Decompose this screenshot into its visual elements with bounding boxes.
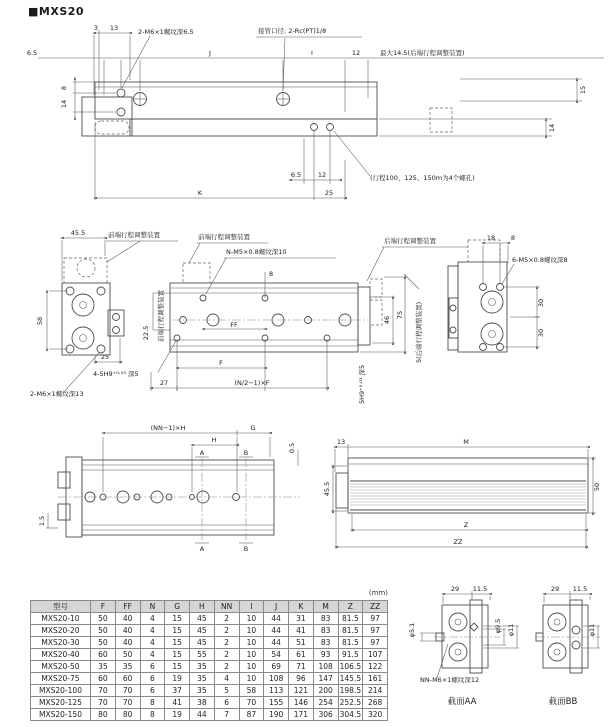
value-cell: 122 <box>363 661 388 673</box>
dim-label: 13 <box>109 24 119 32</box>
value-cell: 4 <box>214 673 239 685</box>
value-cell: 96 <box>289 673 314 685</box>
section-mark: B <box>243 545 249 553</box>
value-cell: 44 <box>264 613 289 625</box>
dim-label: φ11 <box>588 623 596 637</box>
value-cell: 35 <box>190 661 215 673</box>
dim-label: K <box>197 189 203 197</box>
dim-label: 25 <box>324 189 334 197</box>
value-cell: 2 <box>214 613 239 625</box>
dim-label: 30 <box>537 328 545 338</box>
rear-adjuster-label: 后端行程调整装置 <box>384 237 436 245</box>
dim-label: 29 <box>550 585 560 593</box>
value-cell: 2 <box>214 625 239 637</box>
value-cell: 5 <box>214 685 239 697</box>
dim-label: 50 <box>593 482 601 492</box>
front-adjuster-label-vertical: 前端行程调整装置 <box>157 290 165 342</box>
value-cell: 4 <box>140 625 165 637</box>
value-cell: 10 <box>239 637 264 649</box>
right-end-view-drawing <box>448 234 568 352</box>
top-view-drawing <box>27 24 604 200</box>
dim-label: 29 <box>450 585 460 593</box>
thread-note: 6-M5×0.8螺纹深8 <box>512 256 568 264</box>
value-cell: 4 <box>140 649 165 661</box>
column-header: NN <box>214 601 239 613</box>
dim-label: 6.5 <box>26 49 38 57</box>
value-cell: 2 <box>214 661 239 673</box>
dim-label: 46 <box>383 315 391 325</box>
value-cell: 10 <box>239 673 264 685</box>
value-cell: 91.5 <box>338 649 363 661</box>
dim-label: 15 <box>579 85 587 95</box>
value-cell: 15 <box>165 649 190 661</box>
dim-label: 8 <box>269 270 274 278</box>
section-aa-drawing <box>408 585 519 707</box>
value-cell: 146 <box>289 697 314 709</box>
value-cell: 8 <box>140 709 165 721</box>
value-cell: 40 <box>115 613 140 625</box>
model-cell: MXS20-10 <box>31 613 91 625</box>
value-cell: 2 <box>214 637 239 649</box>
section-mark: B <box>243 449 249 457</box>
dim-label: 12 <box>317 171 327 179</box>
dim-label: 25 <box>100 353 110 361</box>
value-cell: 87 <box>239 709 264 721</box>
value-cell: 97 <box>363 625 388 637</box>
value-cell: 58 <box>239 685 264 697</box>
dim-label: 45.5 <box>70 229 86 237</box>
value-cell: 70 <box>91 697 116 709</box>
dim-label: M <box>463 438 469 446</box>
table-row <box>31 637 388 649</box>
dim-label: ZZ <box>453 538 463 546</box>
bottom-view-drawing <box>38 424 300 553</box>
model-cell: MXS20-50 <box>31 661 91 673</box>
value-cell: 60 <box>91 673 116 685</box>
dim-label: 14 <box>548 123 556 133</box>
dim-label: FF <box>230 321 238 329</box>
dim-label: J <box>209 49 211 57</box>
dim-label: I <box>311 49 313 57</box>
value-cell: 2 <box>214 649 239 661</box>
value-cell: 4 <box>140 613 165 625</box>
value-cell: 214 <box>363 685 388 697</box>
dim-label: 14 <box>60 99 68 109</box>
model-cell: MXS20-150 <box>31 709 91 721</box>
value-cell: 107 <box>363 649 388 661</box>
value-cell: 200 <box>313 685 338 697</box>
dim-label: 27 <box>159 379 169 387</box>
value-cell: 97 <box>363 637 388 649</box>
table-row <box>31 709 388 721</box>
value-cell: 83 <box>313 625 338 637</box>
value-cell: 45 <box>190 625 215 637</box>
value-cell: 6 <box>140 661 165 673</box>
section-bb-caption: 截面BB <box>548 697 578 707</box>
spec-table <box>30 600 388 721</box>
model-cell: MXS20-75 <box>31 673 91 685</box>
dim-label: 8 <box>510 234 516 242</box>
dim-label: (N/2−1)×F <box>234 379 270 387</box>
value-cell: 190 <box>264 709 289 721</box>
value-cell: 80 <box>91 709 116 721</box>
thread-note: NN-M6×1螺纹深12 <box>420 676 480 684</box>
value-cell: 93 <box>313 649 338 661</box>
value-cell: 145.5 <box>339 674 362 683</box>
column-header: F <box>91 601 116 613</box>
value-cell: 41 <box>165 697 190 709</box>
dim-label: Z <box>463 521 469 529</box>
column-header: K <box>289 601 314 613</box>
value-cell: 15 <box>165 625 190 637</box>
column-header: M <box>313 601 338 613</box>
port-note: 接管口径: 2-Rc(PT)1/8 <box>258 27 327 35</box>
thread-note: N-M5×0.8螺纹深10 <box>226 248 287 256</box>
value-cell: 40 <box>115 625 140 637</box>
value-cell: 50 <box>115 649 140 661</box>
value-cell: 83 <box>313 613 338 625</box>
max-stroke-note: 最大14.5(后端行程调整装置) <box>380 49 465 57</box>
column-header: Z <box>338 601 363 613</box>
value-cell: 54 <box>264 649 289 661</box>
value-cell: 10 <box>239 649 264 661</box>
section-mark: A <box>199 449 205 457</box>
model-cell: MXS20-40 <box>31 649 91 661</box>
side-view-drawing <box>93 232 468 404</box>
value-cell: 83 <box>313 637 338 649</box>
dim-label: 12 <box>351 49 361 57</box>
thread-note: 2-M6×1螺纹深13 <box>30 390 84 398</box>
dim-label: 45.5 <box>323 481 331 497</box>
model-cell: MXS20-20 <box>31 625 91 637</box>
value-cell: 45 <box>190 637 215 649</box>
column-header: N <box>140 601 165 613</box>
spec-table-container <box>30 600 388 721</box>
value-cell: 31 <box>289 613 314 625</box>
value-cell: 35 <box>91 661 116 673</box>
section-mark: A <box>199 545 205 553</box>
value-cell: 15 <box>165 637 190 649</box>
model-cell: MXS20-30 <box>31 637 91 649</box>
section-bb-drawing <box>536 585 600 707</box>
column-header: FF <box>115 601 140 613</box>
table-row <box>31 673 388 685</box>
dim-label: 18 <box>486 234 496 242</box>
model-cell: MXS20-125 <box>31 697 91 709</box>
value-cell: 40 <box>115 637 140 649</box>
value-cell: 44 <box>264 637 289 649</box>
dim-label: 22.5 <box>142 325 150 341</box>
value-cell: 35 <box>190 673 215 685</box>
value-cell: 35 <box>190 685 215 697</box>
dim-label: 6.5 <box>290 171 302 179</box>
thread-note: 2-M6×1螺纹深6.5 <box>138 28 194 36</box>
table-row <box>31 649 388 661</box>
value-cell: 81.5 <box>338 625 363 637</box>
value-cell: 161 <box>363 673 388 685</box>
dim-label: 8 <box>60 85 68 91</box>
value-cell: 171 <box>289 709 314 721</box>
value-cell: 60 <box>115 673 140 685</box>
value-cell: 15 <box>165 661 190 673</box>
dim-label: 13 <box>336 438 346 446</box>
dim-label: 11.5 <box>572 585 588 593</box>
dim-label: 58 <box>36 316 44 326</box>
value-cell: 35 <box>115 661 140 673</box>
value-cell: 198.5 <box>339 686 362 695</box>
value-cell: 10 <box>239 613 264 625</box>
column-header: ZZ <box>363 601 388 613</box>
section-aa-caption: 截面AA <box>447 697 477 707</box>
value-cell: 155 <box>264 697 289 709</box>
dim-label: φ11 <box>507 623 515 637</box>
column-header: I <box>239 601 264 613</box>
table-row <box>31 685 388 697</box>
spec-table-head-row <box>31 601 388 613</box>
model-cell: MXS20-100 <box>31 685 91 697</box>
value-cell: 121 <box>289 685 314 697</box>
column-header: J <box>264 601 289 613</box>
value-cell: 268 <box>363 697 388 709</box>
value-cell: 113 <box>264 685 289 697</box>
value-cell: 320 <box>363 709 388 721</box>
value-cell: 50 <box>91 613 116 625</box>
value-cell: 81.5 <box>338 637 363 649</box>
value-cell: 69 <box>264 661 289 673</box>
value-cell: 51 <box>289 637 314 649</box>
value-cell: 19 <box>165 709 190 721</box>
front-adjuster-label: 前端行程调整装置 <box>108 231 160 239</box>
value-cell: 106.5 <box>339 662 362 671</box>
value-cell: 61 <box>289 649 314 661</box>
table-row <box>31 697 388 709</box>
dim-label: 11.5 <box>472 585 488 593</box>
table-row <box>31 625 388 637</box>
value-cell: 44 <box>190 709 215 721</box>
bottom-side-view-drawing <box>288 438 601 549</box>
dim-label: φ5.1 <box>408 622 416 638</box>
value-cell: 10 <box>239 625 264 637</box>
value-cell: 97 <box>363 613 388 625</box>
value-cell: 6 <box>140 685 165 697</box>
front-adjuster-label: 前端行程调整装置 <box>198 233 250 241</box>
value-cell: 80 <box>115 709 140 721</box>
stroke-holes-note: (行程100、125、150m为4个螺孔) <box>370 174 475 182</box>
value-cell: 19 <box>165 673 190 685</box>
value-cell: 70 <box>239 697 264 709</box>
value-cell: 304.5 <box>339 710 362 719</box>
value-cell: 15 <box>165 613 190 625</box>
dim-label: 75 <box>396 310 404 320</box>
value-cell: 4 <box>140 637 165 649</box>
dim-label: H <box>211 436 217 444</box>
dim-label: G <box>250 424 256 432</box>
value-cell: 147 <box>313 673 338 685</box>
value-cell: 6 <box>214 697 239 709</box>
value-cell: 45 <box>190 613 215 625</box>
dim-label: φ9.5 <box>494 618 502 634</box>
value-cell: 71 <box>289 661 314 673</box>
value-cell: 41 <box>289 625 314 637</box>
value-cell: 44 <box>264 625 289 637</box>
dim-label: F <box>219 359 223 367</box>
rear-adjuster-note-vertical: 5(后端行程调整装置) <box>415 301 423 363</box>
value-cell: 38 <box>190 697 215 709</box>
value-cell: 108 <box>313 661 338 673</box>
value-cell: 37 <box>165 685 190 697</box>
column-header: G <box>165 601 190 613</box>
value-cell: 50 <box>91 625 116 637</box>
value-cell: 254 <box>313 697 338 709</box>
value-cell: 6 <box>140 673 165 685</box>
page-title: ■MXS20 <box>28 5 85 18</box>
value-cell: 108 <box>264 673 289 685</box>
value-cell: 50 <box>91 637 116 649</box>
pin-hole-note-vertical: 5H9⁺⁰·⁰³ 深5 <box>358 364 366 404</box>
dim-label: (NN−1)×H <box>150 424 186 432</box>
column-header: H <box>190 601 215 613</box>
value-cell: 70 <box>115 685 140 697</box>
dim-label: 0.5 <box>288 442 296 454</box>
column-header: 型号 <box>31 601 91 613</box>
value-cell: 8 <box>140 697 165 709</box>
value-cell: 10 <box>239 661 264 673</box>
value-cell: 70 <box>91 685 116 697</box>
value-cell: 306 <box>313 709 338 721</box>
dim-label: 3 <box>93 24 99 32</box>
value-cell: 81.5 <box>338 613 363 625</box>
value-cell: 55 <box>190 649 215 661</box>
value-cell: 252.5 <box>339 698 362 707</box>
table-row <box>31 613 388 625</box>
value-cell: 7 <box>214 709 239 721</box>
unit-note: (mm) <box>368 589 388 597</box>
value-cell: 60 <box>91 649 116 661</box>
dim-label: 30 <box>537 298 545 308</box>
spec-table-body <box>31 613 388 721</box>
dim-label: 1.5 <box>38 515 46 527</box>
value-cell: 70 <box>115 697 140 709</box>
pin-hole-note: 4-5H9⁺⁰·⁰³ 深5 <box>93 370 139 378</box>
table-row <box>31 661 388 673</box>
